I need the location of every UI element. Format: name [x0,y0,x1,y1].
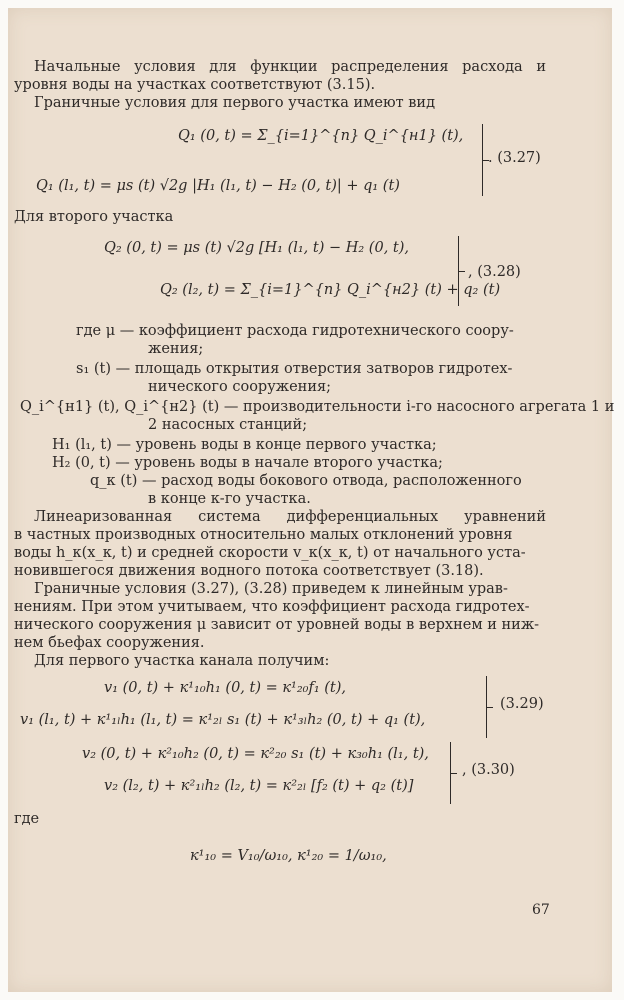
text-line: Граничные условия для первого участка имеют вид [34,95,436,111]
equation-3-30-line-1: v₂ (0, t) + к²₁₀h₂ (0, t) = к²₂₀ s₁ (t) + к₃₀h₁ (l₁, t), [82,746,429,762]
text-line: где μ — коэффициент расхода гидротехнического соору- [76,323,514,339]
equation-number: . (3.27) [488,150,541,166]
equation-3-29-line-2: v₁ (l₁, t) + к¹₁ₗh₁ (l₁, t) = к¹₂ₗ s₁ (t) + к¹₃ₗh₂ (0, t) + q₁ (t), [20,712,426,728]
equation-3-28-line-2: Q₂ (l₂, t) = Σ_{i=1}^{n} Q_i^{н2} (t) + q₂ (t) [160,282,501,298]
text-line: Начальные условия для функции распределения расхода и [34,59,546,75]
equation-number: , (3.28) [468,264,521,280]
equation-brace [448,236,459,306]
equation-number: (3.29) [500,696,544,712]
text-line: в конце к-го участка. [148,491,311,507]
equation-brace [440,742,451,804]
page-number: 67 [532,902,550,918]
equation-brace [472,124,483,196]
equation-brace [476,676,487,738]
text-line: 2 насосных станций; [148,417,308,433]
text-line: нениям. При этом учитываем, что коэффициент расхода гидротех- [14,599,530,615]
text-line: H₁ (l₁, t) — уровень воды в конце первого участка; [52,437,437,453]
text-line: Q_i^{н1} (t), Q_i^{н2} (t) — производительности i-го насосного агрегата 1 и [20,399,615,415]
text-line: H₂ (0, t) — уровень воды в начале второго участка; [52,455,443,471]
equation-3-30-line-2: v₂ (l₂, t) + к²₁ₗh₂ (l₂, t) = к²₂ₗ [f₂ (t) + q₂ (t)] [104,778,414,794]
text-line: Для второго участка [14,209,174,225]
equation-3-28-line-1: Q₂ (0, t) = μs (t) √2g [H₁ (l₁, t) − H₂ (0, t), [104,240,410,256]
text-line: Для первого участка канала получим: [34,653,330,669]
equation-number: , (3.30) [462,762,515,778]
text-line: в частных производных относительно малых отклонений уровня [14,527,513,543]
text-line: уровня воды на участках соответствуют (3.15). [14,77,376,93]
equation-3-29-line-1: v₁ (0, t) + к¹₁₀h₁ (0, t) = к¹₂₀f₁ (t), [104,680,347,696]
text-line: нем бьефах сооружения. [14,635,205,651]
text-line: нического сооружения; [148,379,332,395]
text-line: нического сооружения μ зависит от уровней воды в верхнем и ниж- [14,617,540,633]
equation-3-27-line-2: Q₁ (l₁, t) = μs (t) √2g |H₁ (l₁, t) − H₂ (0, t)| + q₁ (t) [36,178,400,194]
text-line: новившегося движения водного потока соответствует (3.18). [14,563,484,579]
text-line: q_к (t) — расход воды бокового отвода, расположенного [90,473,522,489]
equation-3-27-line-1: Q₁ (0, t) = Σ_{i=1}^{n} Q_i^{н1} (t), [178,128,464,144]
text-line: воды h_к(x_к, t) и средней скорости v_к(x_к, t) от начального уста- [14,545,526,561]
text-line: Линеаризованная система дифференциальных уравнений [34,509,546,525]
text-line: жения; [148,341,204,357]
equation-definition: к¹₁₀ = V₁₀/ω₁₀, к¹₂₀ = 1/ω₁₀, [190,848,387,864]
text-line: где [14,811,40,827]
text-line: s₁ (t) — площадь открытия отверстия затворов гидротех- [76,361,513,377]
text-line: Граничные условия (3.27), (3.28) приведем к линейным урав- [34,581,508,597]
